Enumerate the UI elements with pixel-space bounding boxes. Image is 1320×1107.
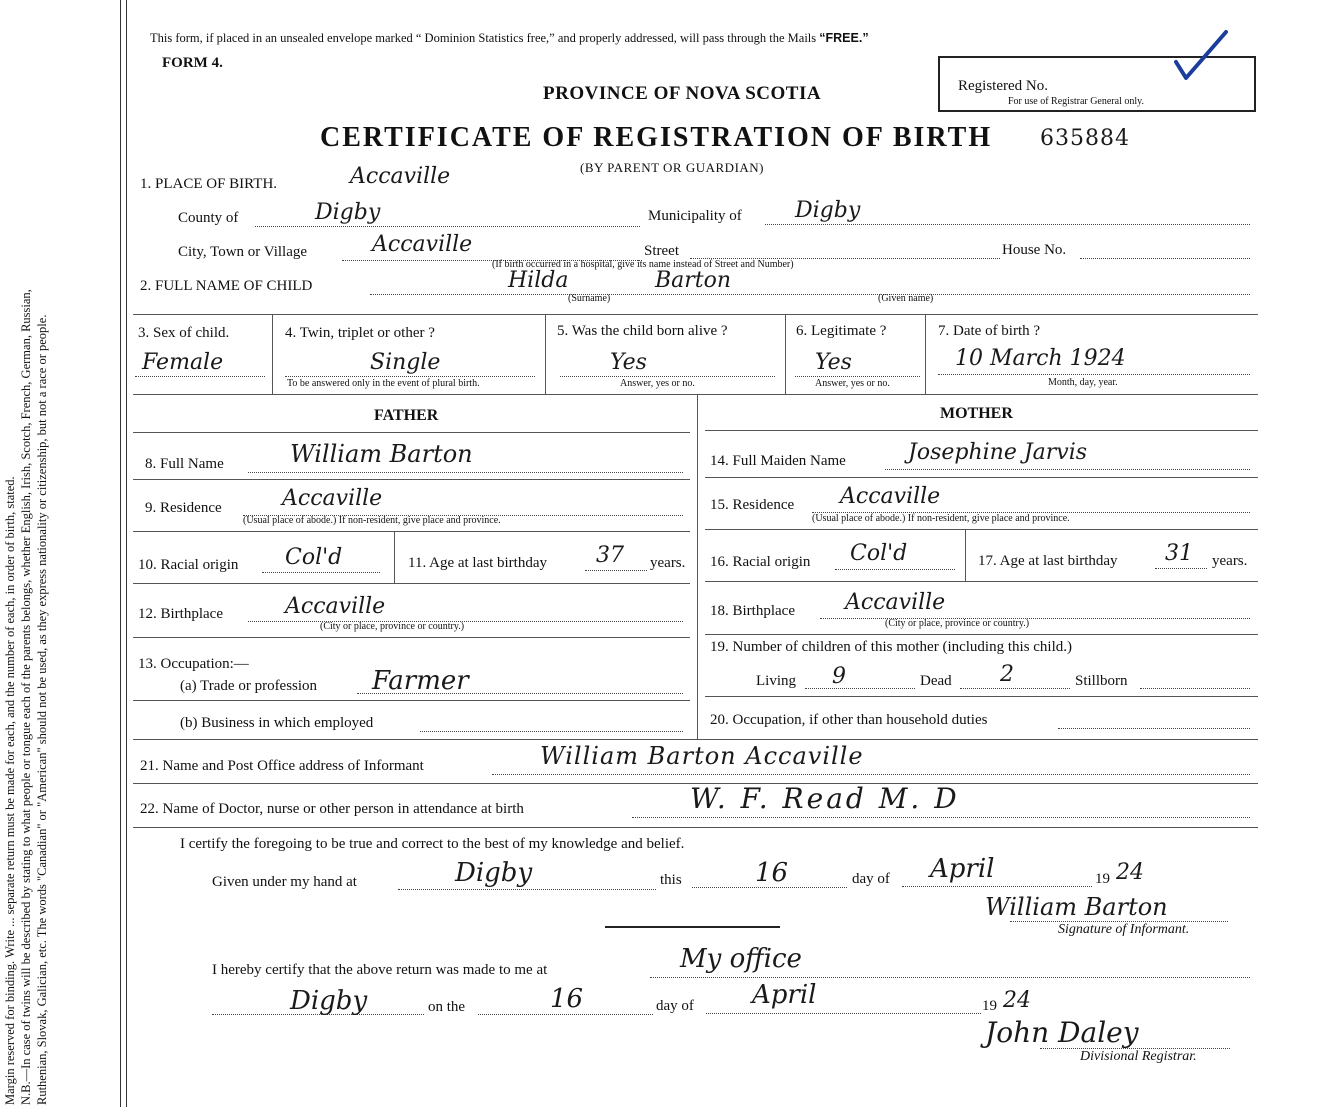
mother-birthplace-note: (City or place, province or country.) [885, 618, 1030, 629]
father-age-value: 37 [596, 543, 624, 568]
day-of-label: day of [852, 871, 890, 887]
father-name-label: 8. Full Name [145, 456, 224, 472]
mother-residence-note: (Usual place of abode.) If non-resident, give place and province. [812, 513, 1070, 524]
father-heading: FATHER [374, 407, 439, 424]
hospital-note: (If birth occurred in a hospital, give its name instead of Street and Number) [492, 259, 794, 270]
mother-racial-origin-value: Col'd [850, 541, 908, 566]
mother-age-label: 17. Age at last birthday [978, 553, 1118, 569]
house-number-label: House No. [1002, 242, 1067, 258]
mother-birthplace-label: 18. Birthplace [710, 603, 795, 619]
municipality-label: Municipality of [648, 208, 742, 224]
given-at-value: Digby [455, 858, 533, 888]
living-label: Living [756, 673, 796, 689]
informant-value: William Barton Accaville [540, 742, 864, 770]
mail-notice-text: This form, if placed in an unsealed envelope marked “ Dominion Statistics free,” and properly addressed, will pass through the Mails [150, 31, 817, 45]
county-value: Digby [315, 200, 381, 225]
on-the-label: on the [428, 999, 466, 1015]
divisional-registrar-caption: Divisional Registrar. [1080, 1049, 1197, 1064]
place-of-birth-value: Accaville [350, 164, 451, 189]
binding-margin-line [120, 0, 121, 1107]
binding-margin-line-inner [126, 0, 127, 1107]
child-surname-value: Hilda [508, 268, 569, 293]
given-year-value: 24 [1116, 860, 1144, 885]
sex-label: 3. Sex of child. [138, 325, 230, 341]
mother-name-value: Josephine Jarvis [908, 440, 1088, 465]
made-day-of-label: day of [656, 998, 694, 1014]
certificate-subtitle: (BY PARENT OR GUARDIAN) [580, 160, 765, 175]
made-month-value: April [752, 980, 817, 1010]
children-count-label: 19. Number of children of this mother (including this child.) [710, 639, 1073, 655]
mother-racial-origin-label: 16. Racial origin [710, 554, 811, 570]
city-town-value: Accaville [372, 232, 473, 257]
mother-residence-label: 15. Residence [710, 497, 795, 513]
date-of-birth-note: Month, day, year. [1048, 377, 1118, 388]
legitimate-label: 6. Legitimate ? [796, 323, 887, 339]
father-birthplace-label: 12. Birthplace [138, 606, 223, 622]
doctor-value: W. F. Read M. D [690, 782, 960, 815]
father-age-years: years. [650, 555, 686, 571]
twin-note: To be answered only in the event of plural birth. [287, 378, 480, 389]
municipality-value: Digby [795, 198, 861, 223]
this-label: this [660, 872, 682, 888]
living-value: 9 [832, 664, 846, 689]
registrar-use-note: For use of Registrar General only. [1008, 96, 1144, 107]
father-birthplace-note: (City or place, province or country.) [320, 621, 465, 632]
stillborn-label: Stillborn [1075, 673, 1128, 689]
given-under-label: Given under my hand at [212, 874, 357, 890]
margin-line-2: N.B.—In case of twins will be described by stating to what people or tongue each of the parents belongs, whether English, Irish, Scotch, French, German, Russian, [19, 289, 33, 1105]
given-day-value: 16 [755, 858, 789, 888]
registration-number: 635884 [1040, 126, 1130, 151]
twin-value: Single [370, 350, 441, 375]
father-residence-value: Accaville [282, 486, 383, 511]
registered-number-label: Registered No. [958, 78, 1048, 94]
informant-signature: William Barton [985, 893, 1168, 921]
born-alive-label: 5. Was the child born alive ? [557, 323, 728, 339]
father-age-label: 11. Age at last birthday [408, 555, 547, 571]
child-given-name-value: Barton [655, 268, 732, 293]
mother-name-label: 14. Full Maiden Name [710, 453, 846, 469]
form-number: FORM 4. [162, 55, 223, 71]
made-day-value: 16 [550, 984, 584, 1014]
legitimate-note: Answer, yes or no. [815, 378, 890, 389]
dead-label: Dead [920, 673, 952, 689]
given-month-value: April [930, 854, 995, 884]
mother-occupation-label: 20. Occupation, if other than household duties [710, 712, 988, 728]
father-residence-note: (Usual place of abode.) If non-resident, give place and province. [243, 515, 501, 526]
legitimate-value: Yes [815, 350, 852, 375]
occupation-label: 13. Occupation:— [138, 656, 249, 672]
born-alive-value: Yes [610, 350, 647, 375]
hereby-certify-label: I hereby certify that the above return was made to me at [212, 962, 548, 978]
father-name-value: William Barton [290, 440, 473, 468]
sex-value: Female [142, 350, 224, 375]
twin-label: 4. Twin, triplet or other ? [285, 325, 435, 341]
mother-age-years: years. [1212, 553, 1248, 569]
doctor-label: 22. Name of Doctor, nurse or other person in attendance at birth [140, 801, 524, 817]
given-name-note: (Given name) [878, 293, 934, 304]
signature-informant-caption: Signature of Informant. [1058, 922, 1190, 937]
margin-line-1: Margin reserved for binding. Write ... separate return must be made for each, and the number of each, in order of birth, stated. [3, 476, 17, 1105]
father-racial-origin-label: 10. Racial origin [138, 557, 239, 573]
mother-residence-value: Accaville [840, 484, 941, 509]
dead-value: 2 [1000, 662, 1014, 687]
date-of-birth-value: 10 March 1924 [955, 346, 1126, 371]
child-name-label: 2. FULL NAME OF CHILD [140, 278, 313, 294]
street-label: Street [644, 243, 679, 259]
made-place-value: Digby [290, 986, 368, 1016]
trade-label: (a) Trade or profession [180, 678, 318, 694]
father-racial-origin-value: Col'd [285, 545, 343, 570]
mail-notice [150, 31, 869, 46]
certify-statement: I certify the foregoing to be true and correct to the best of my knowledge and belief. [180, 836, 685, 852]
father-residence-label: 9. Residence [145, 500, 222, 516]
born-alive-note: Answer, yes or no. [620, 378, 695, 389]
informant-label: 21. Name and Post Office address of Informant [140, 758, 424, 774]
date-of-birth-label: 7. Date of birth ? [938, 323, 1041, 339]
check-mark-icon [1170, 28, 1230, 84]
mother-age-value: 31 [1165, 541, 1193, 566]
mother-heading: MOTHER [940, 405, 1013, 422]
mother-birthplace-value: Accaville [845, 590, 946, 615]
province-heading: PROVINCE OF NOVA SCOTIA [543, 83, 822, 104]
county-label: County of [178, 210, 239, 226]
father-birthplace-value: Accaville [285, 594, 386, 619]
trade-value: Farmer [372, 666, 469, 696]
margin-instructions [2, 5, 50, 1105]
certificate-title: CERTIFICATE OF REGISTRATION OF BIRTH [320, 122, 993, 153]
business-label: (b) Business in which employed [180, 715, 374, 731]
surname-note: (Surname) [568, 293, 611, 304]
mail-notice-free: “FREE.” [819, 31, 869, 45]
given-year-prefix: 19 [1095, 871, 1110, 887]
margin-line-3: Ruthenian, Slovak, Galician, etc. The words "Canadian" or "American" should not be used, as they express nationality or citizenship, but not a race or people. [35, 314, 49, 1105]
made-at-value: My office [680, 944, 802, 974]
place-of-birth-label: 1. PLACE OF BIRTH. [140, 176, 278, 192]
city-town-label: City, Town or Village [178, 244, 308, 260]
made-year-value: 24 [1003, 988, 1031, 1013]
made-year-prefix: 19 [982, 998, 997, 1014]
registrar-signature: John Daley [985, 1016, 1139, 1049]
